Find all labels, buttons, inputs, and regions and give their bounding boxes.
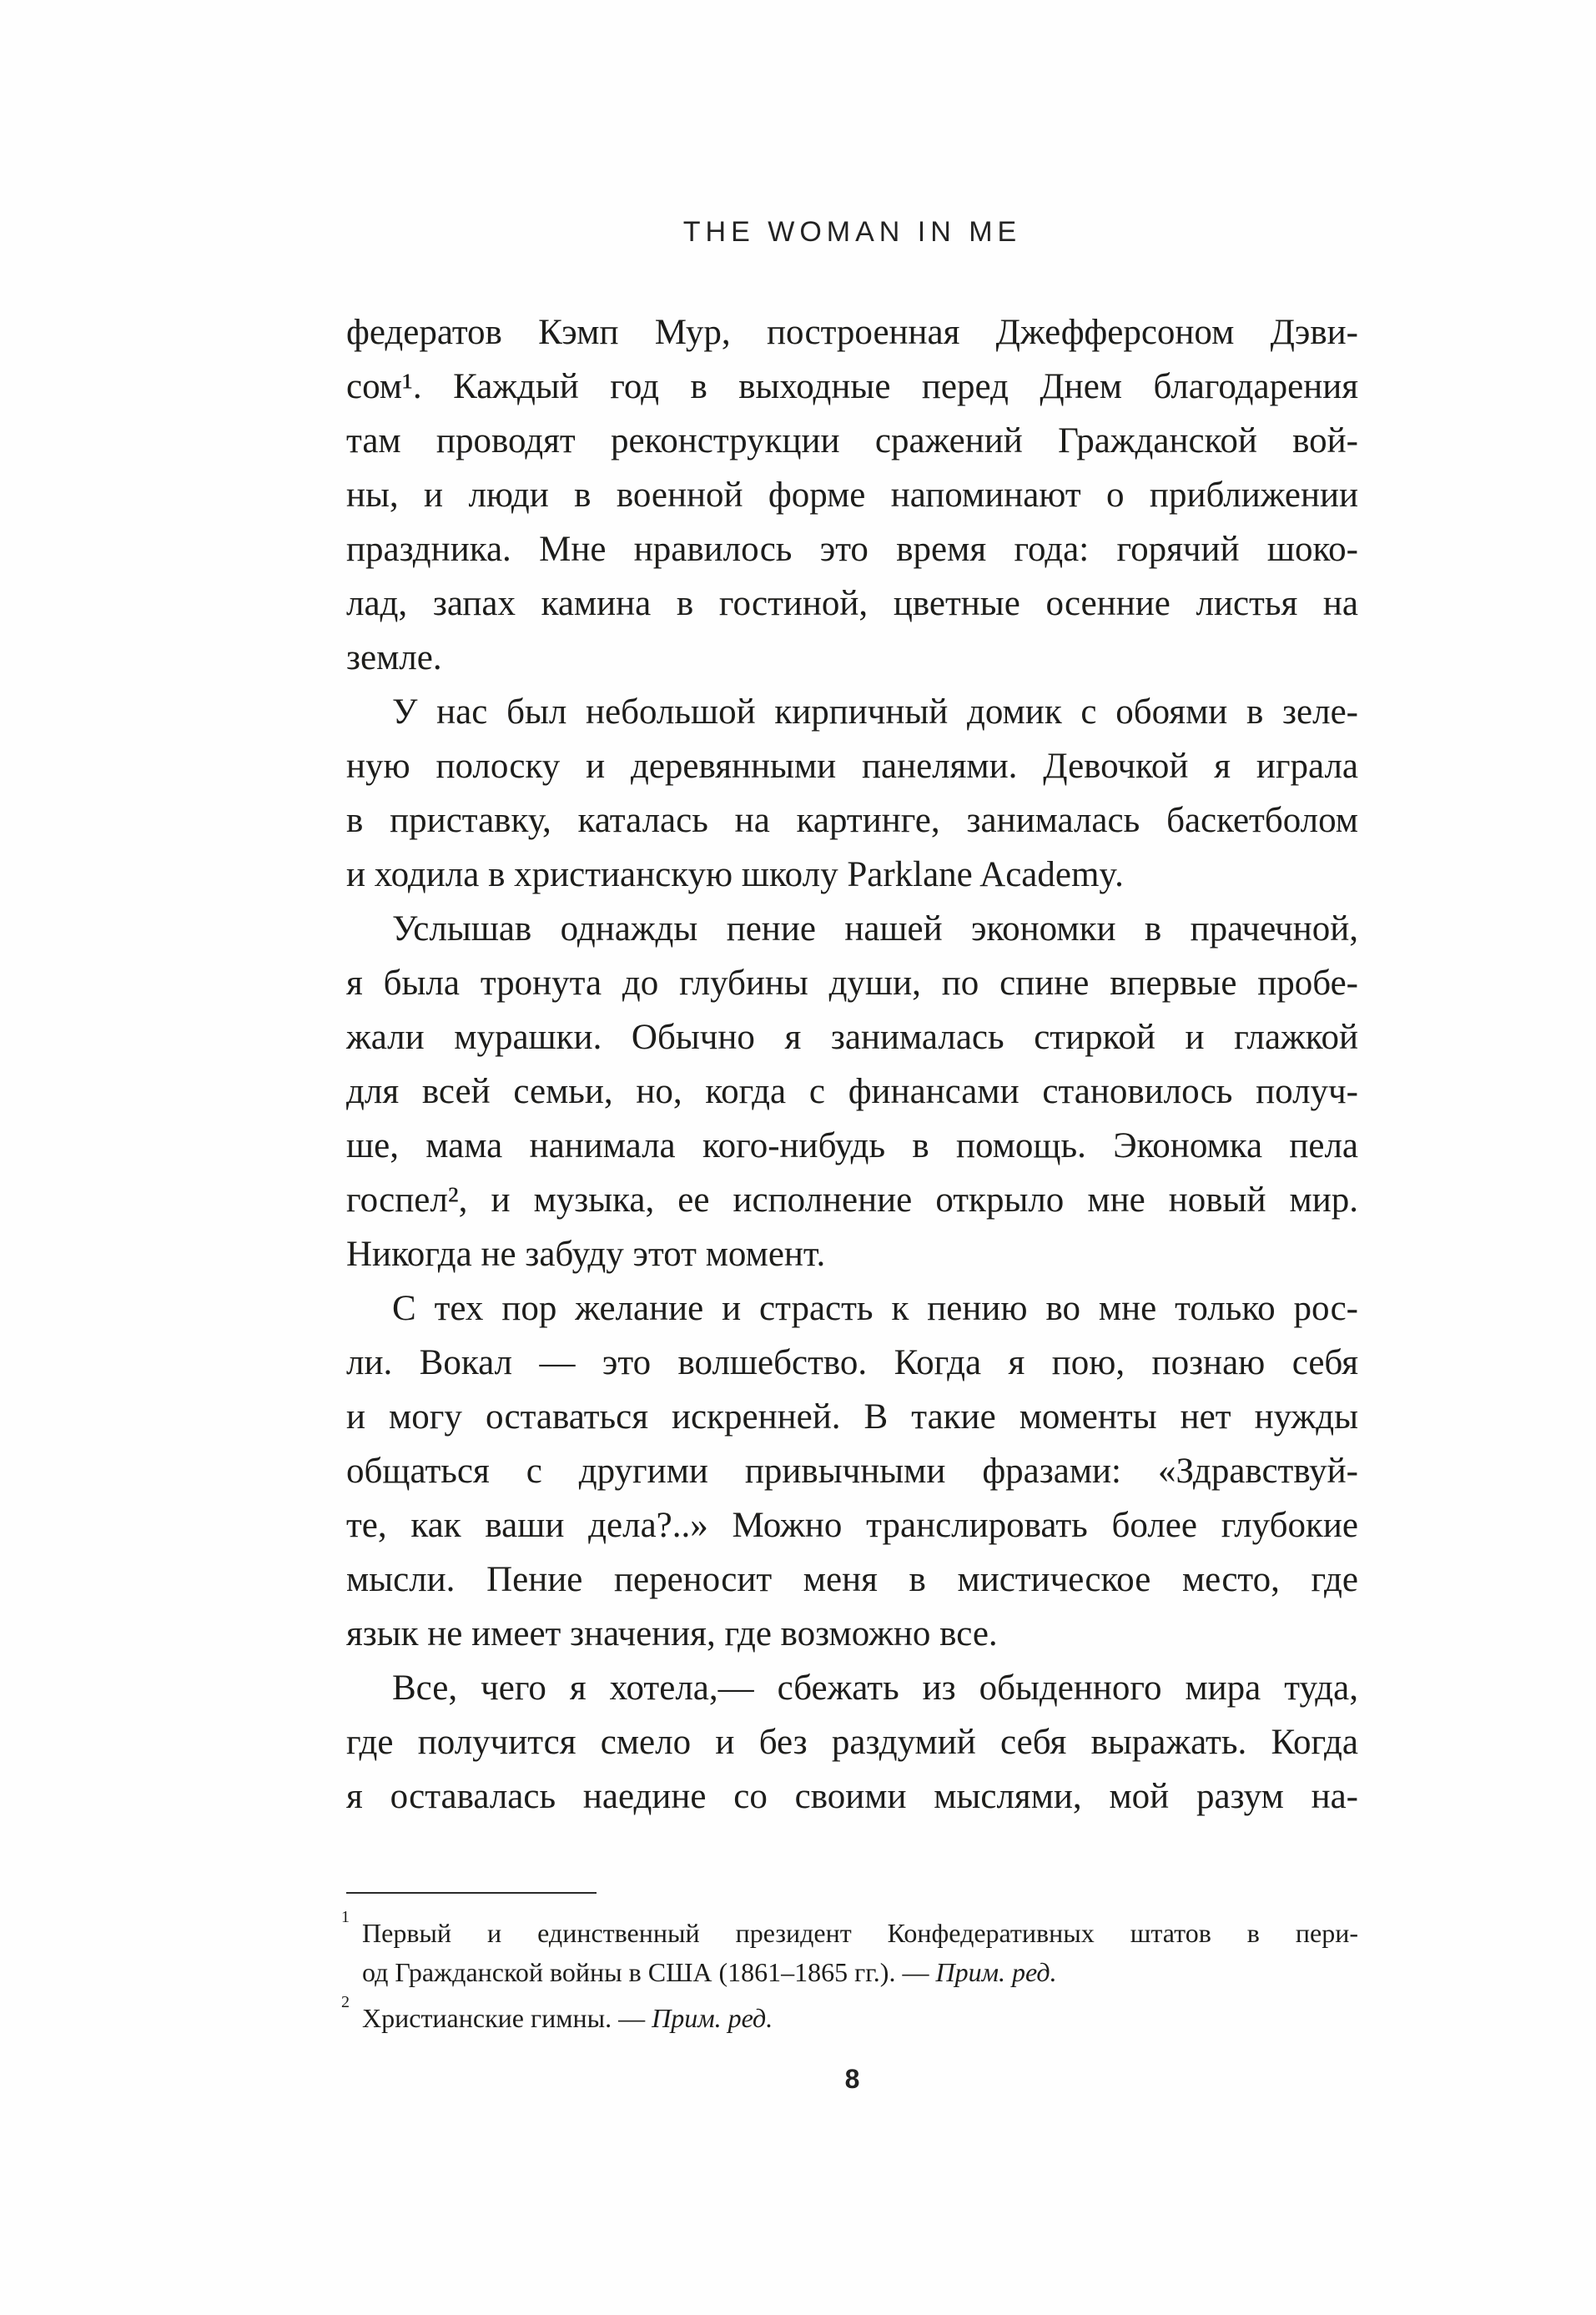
text-line: я была тронута до глубины души, по спине впервые пробе- <box>346 964 1358 1003</box>
main-text-column <box>346 305 1358 1824</box>
text-line: ше, мама нанимала кого-нибудь в помощь. Экономка пела <box>346 1126 1358 1165</box>
text-line: сом¹. Каждый год в выходные перед Днем благодарения <box>346 367 1358 406</box>
text-line: праздника. Мне нравилось это время года: горячий шоко- <box>346 530 1358 569</box>
paragraph <box>346 902 1358 1281</box>
text-line: Никогда не забуду этот момент. <box>346 1235 826 1274</box>
text-line: Все, чего я хотела,— сбежать из обыденного мира туда, <box>392 1668 1358 1708</box>
text-line: там проводят реконструкции сражений Гражданской вой- <box>346 421 1358 460</box>
text-line: и ходила в христианскую школу Parklane Academy. <box>346 855 1124 894</box>
footnote-text: Христианские гимны. — <box>362 2003 652 2033</box>
footnote-line <box>362 1953 1358 1992</box>
footnote-divider <box>346 1892 597 1894</box>
text-line: У нас был небольшой кирпичный домик с обоями в зеле- <box>392 692 1358 732</box>
text-line: где получится смело и без раздумий себя выражать. Когда <box>346 1723 1358 1762</box>
text-line: в приставку, каталась на картинге, занималась баскетболом <box>346 801 1358 840</box>
text-line: мысли. Пение переносит меня в мистическое место, где <box>346 1560 1358 1599</box>
footnote-text-italic: Прим. ред. <box>652 2003 773 2033</box>
text-line: лад, запах камина в гостиной, цветные осенние листья на <box>346 584 1358 623</box>
text-line: госпел², и музыка, ее исполнение открыло мне новый мир. <box>346 1180 1358 1220</box>
footnote-line <box>362 1914 1358 1953</box>
running-head: THE WOMAN IN ME <box>682 216 1022 248</box>
page-number: 8 <box>844 2064 860 2094</box>
text-line: для всей семьи, но, когда с финансами становилось получ- <box>346 1072 1358 1111</box>
text-line: я оставалась наедине со своими мыслями, мой разум на- <box>346 1777 1358 1816</box>
paragraph <box>346 1281 1358 1661</box>
footnote-text-italic: Прим. ред. <box>935 1957 1057 1987</box>
paragraph <box>346 305 1358 685</box>
footnote-line <box>362 1999 1358 2038</box>
text-line: язык не имеет значения, где возможно все. <box>346 1614 998 1653</box>
footnote-marker: 1 <box>341 1908 350 1926</box>
footnote-text: од Гражданской войны в США (1861–1865 гг.). — <box>362 1957 936 1987</box>
text-line: те, как ваши дела?..» Можно транслировать более глубокие <box>346 1506 1358 1545</box>
text-line: С тех пор желание и страсть к пению во мне только рос- <box>392 1289 1358 1328</box>
text-line: ную полоску и деревянными панелями. Девочкой я играла <box>346 747 1358 786</box>
paragraph <box>346 685 1358 902</box>
paragraph <box>346 1661 1358 1824</box>
text-line: жали мурашки. Обычно я занималась стиркой и глажкой <box>346 1018 1358 1057</box>
text-line: и могу оставаться искренней. В такие моменты нет нужды <box>346 1397 1358 1437</box>
footnote <box>341 1908 1358 1992</box>
text-line: земле. <box>346 638 442 677</box>
text-line: ны, и люди в военной форме напоминают о приближении <box>346 476 1358 515</box>
text-line: общаться с другими привычными фразами: «Здравствуй- <box>346 1452 1358 1491</box>
text-line: ли. Вокал — это волшебство. Когда я пою, познаю себя <box>346 1343 1358 1382</box>
text-line: Услышав однажды пение нашей экономки в прачечной, <box>392 909 1358 949</box>
footnote <box>341 1993 1358 2038</box>
text-line: федератов Кэмп Мур, построенная Джефферсоном Дэви- <box>346 313 1358 352</box>
footnotes-block <box>341 1908 1358 2038</box>
footnote-text: Первый и единственный президент Конфедеративных штатов в пери- <box>362 1918 1358 1948</box>
footnote-marker: 2 <box>341 1993 350 2011</box>
